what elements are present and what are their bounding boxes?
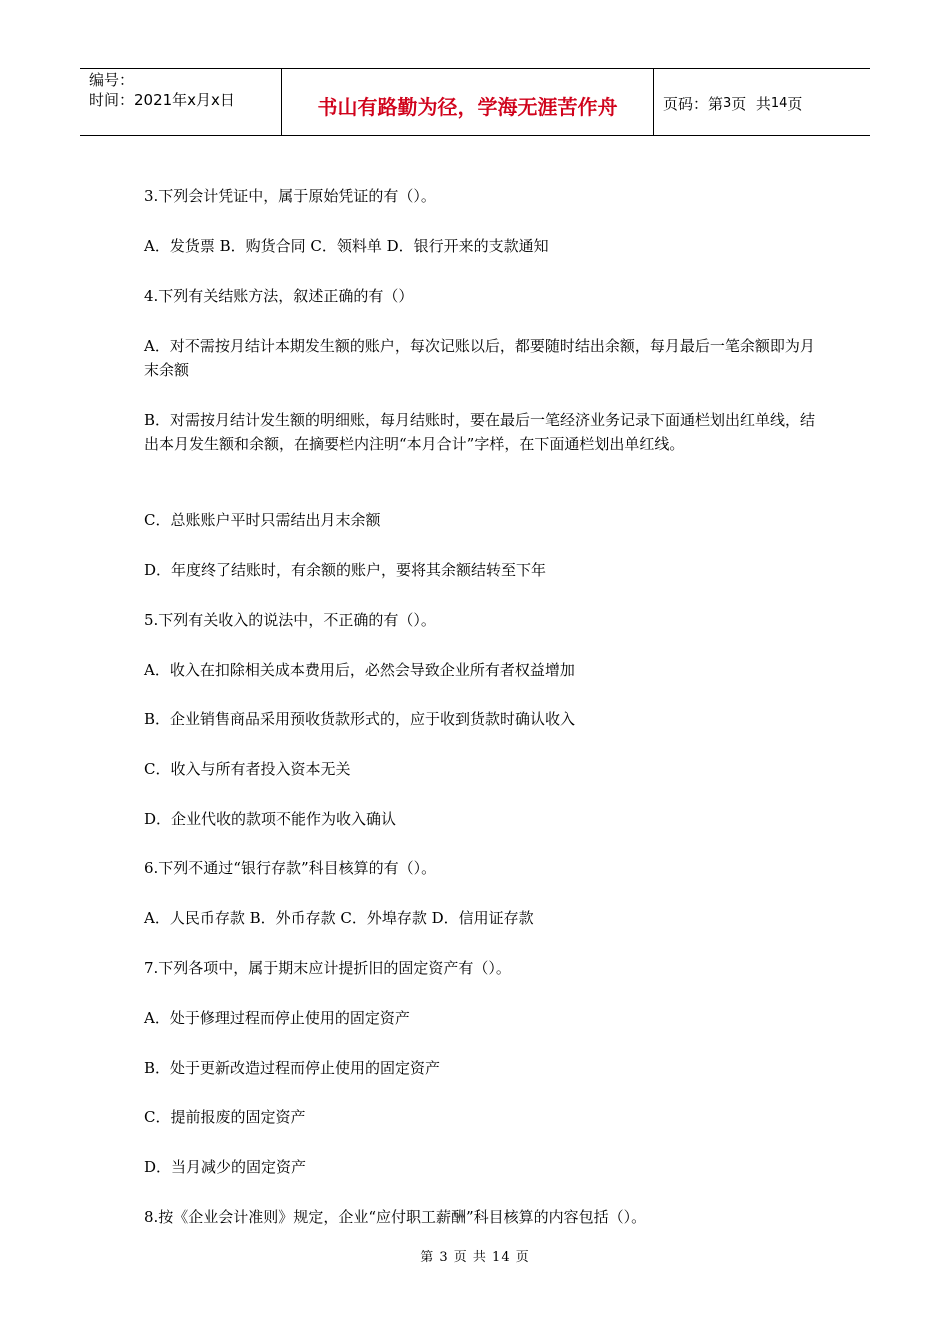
question-7-option-b: B．处于更新改造过程而停止使用的固定资产 (144, 1059, 441, 1077)
question-3: 3.下列会计凭证中，属于原始凭证的有（）。 (144, 187, 436, 205)
header-page-info (654, 69, 870, 135)
question-6: 6.下列不通过“银行存款”科目核算的有（）。 (144, 859, 437, 877)
question-3-options: A．发货票 B．购货合同 C．领料单 D．银行开来的支款通知 (144, 237, 549, 255)
page-prefix: 页码：第 (663, 94, 724, 113)
code-label: 编号： (89, 71, 135, 89)
page-header (80, 68, 870, 136)
page-suffix: 页 (787, 94, 803, 113)
question-4-option-b: B．对需按月结计发生额的明细账，每月结账时，要在最后一笔经济业务记录下面通栏划出红单线，结出本月发生额和余额，在摘要栏内注明“本月合计”字样，在下面通栏划出单红线。 (144, 411, 816, 453)
header-meta (80, 69, 282, 135)
question-7: 7.下列各项中，属于期末应计提折旧的固定资产有（）。 (144, 959, 511, 977)
question-4-option-a: A．对不需按月结计本期发生额的账户，每次记账以后，都要随时结出余额，每月最后一笔余额即为月末余额 (144, 337, 815, 379)
time-label: 时间：2021年x月x日 (89, 91, 235, 109)
page-footer: 第 3 页 共 14 页 (420, 1250, 530, 1265)
question-5-option-d: D．企业代收的款项不能作为收入确认 (144, 810, 397, 828)
question-7-option-d: D．当月减少的固定资产 (144, 1158, 307, 1176)
question-5-option-a: A．收入在扣除相关成本费用后，必然会导致企业所有者权益增加 (144, 661, 575, 679)
question-4: 4.下列有关结账方法，叙述正确的有（） (144, 287, 414, 305)
page-total: 14 (770, 95, 788, 111)
page-number: 3 (723, 95, 732, 111)
question-5: 5.下列有关收入的说法中，不正确的有（）。 (144, 611, 436, 629)
question-8: 8.按《企业会计准则》规定，企业“应付职工薪酬”科目核算的内容包括（）。 (144, 1208, 647, 1226)
question-7-option-a: A．处于修理过程而停止使用的固定资产 (144, 1009, 410, 1027)
question-7-option-c: C．提前报废的固定资产 (144, 1108, 306, 1126)
page-mid: 页 共 (731, 94, 771, 113)
header-motto: 书山有路勤为径，学海无涯苦作舟 (282, 69, 654, 135)
question-5-option-b: B．企业销售商品采用预收货款形式的，应于收到货款时确认收入 (144, 710, 576, 728)
question-5-option-c: C．收入与所有者投入资本无关 (144, 760, 351, 778)
question-4-option-c: C．总账账户平时只需结出月末余额 (144, 511, 381, 529)
question-6-options: A．人民币存款 B．外币存款 C．外埠存款 D．信用证存款 (144, 909, 534, 927)
question-4-option-d: D．年度终了结账时，有余额的账户，要将其余额结转至下年 (144, 561, 547, 579)
